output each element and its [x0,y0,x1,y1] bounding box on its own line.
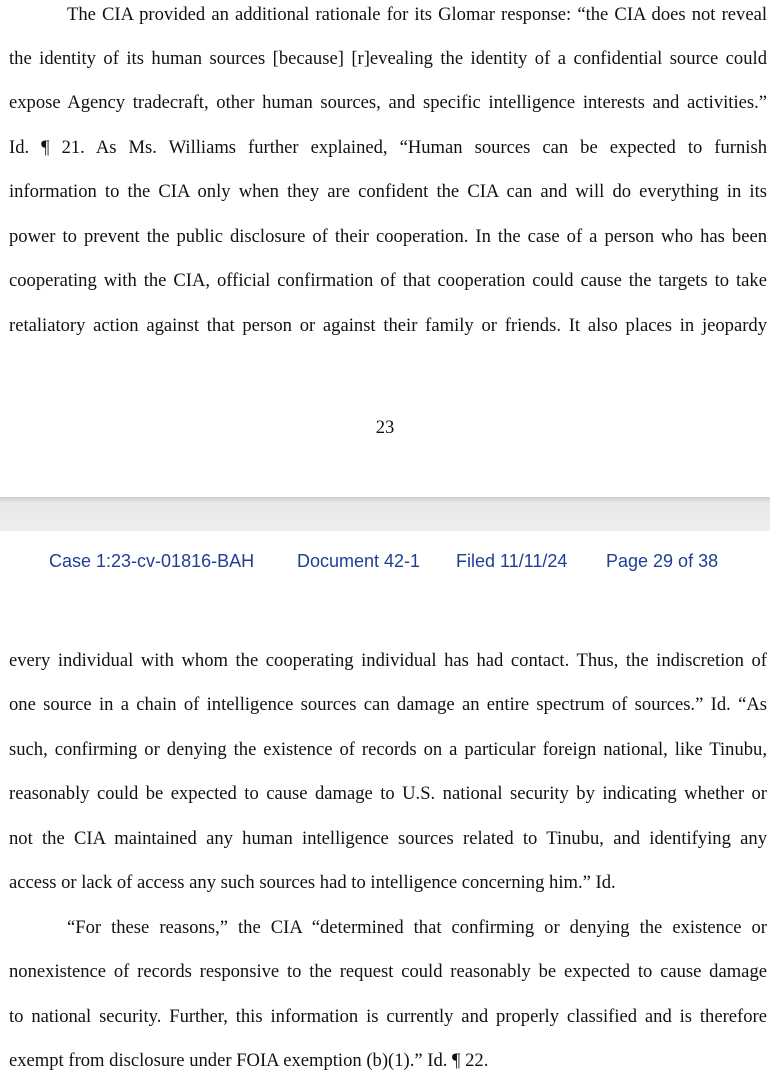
body-text-line: such, confirming or denying the existence of records on a particular foreign national, like Tinubu, [9,739,767,760]
body-text-line: to national security. Further, this information is currently and properly classified and is therefore [9,1006,767,1027]
body-text-line: access or lack of access any such sources had to intelligence concerning him.” Id. [9,872,616,893]
body-text-line: The CIA provided an additional rationale for its Glomar response: “the CIA does not reveal [67,4,767,25]
body-text-line: expose Agency tradecraft, other human sources, and specific intelligence interests and activities.” [9,92,767,113]
body-text-line: every individual with whom the cooperating individual has had contact. Thus, the indiscretion of [9,650,767,671]
body-text-line: information to the CIA only when they are confident the CIA can and will do everything in its [9,181,767,202]
page-number: 23 [375,417,395,438]
body-text-line: one source in a chain of intelligence sources can damage an entire spectrum of sources.” Id. “As [9,694,767,715]
body-text-line: nonexistence of records responsive to the request could reasonably be expected to cause damage [9,961,767,982]
case-number: Case 1:23-cv-01816-BAH [49,551,255,571]
body-text-line: retaliatory action against that person or against their family or friends. It also places in jeopardy [9,315,767,336]
document-page-top [0,0,770,497]
body-text-line: not the CIA maintained any human intelligence sources related to Tinubu, and identifying any [9,828,767,849]
document-page-bottom [0,531,770,1084]
page-of-total: Page 29 of 38 [606,551,719,571]
filed-date: Filed 11/11/24 [456,551,568,571]
body-text-line: “For these reasons,” the CIA “determined that confirming or denying the existence or [67,917,767,938]
body-text-line: reasonably could be expected to cause damage to U.S. national security by indicating whether or [9,783,767,804]
page-separator [0,497,770,531]
body-text-line: Id. ¶ 21. As Ms. Williams further explained, “Human sources can be expected to furnish [9,137,767,158]
body-text-line: exempt from disclosure under FOIA exemption (b)(1).” Id. ¶ 22. [9,1050,489,1071]
document-number: Document 42-1 [297,551,421,571]
body-text-line: cooperating with the CIA, official confirmation of that cooperation could cause the targets to take [9,270,767,291]
body-text-line: the identity of its human sources [because] [r]evealing the identity of a confidential source could [9,48,767,69]
body-text-line: power to prevent the public disclosure of their cooperation. In the case of a person who has been [9,226,767,247]
